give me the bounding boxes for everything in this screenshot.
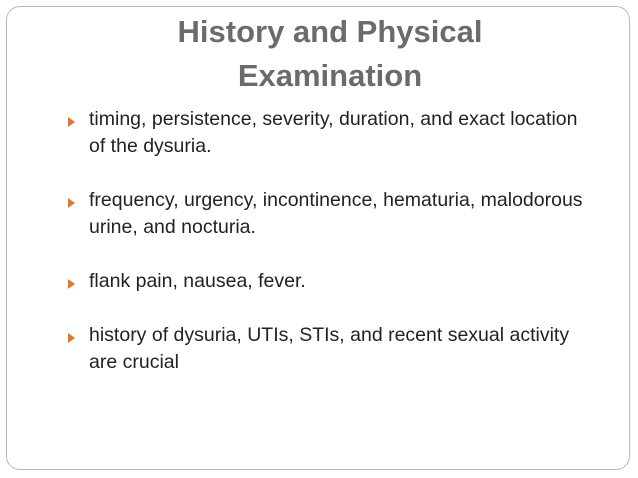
title-line-1: History and Physical [177, 14, 483, 49]
bullet-marker-icon [68, 333, 75, 343]
bullet-marker-icon [68, 117, 75, 127]
bullet-item [68, 106, 598, 160]
bullet-marker-icon [68, 198, 75, 208]
bullet-text: flank pain, nausea, fever. [89, 270, 306, 292]
bullet-item [68, 322, 598, 376]
bullet-marker-icon [68, 279, 75, 289]
slide-title [100, 10, 560, 98]
bullet-item [68, 187, 598, 241]
bullet-text: history of dysuria, UTIs, STIs, and recent sexual activity are crucial [89, 324, 570, 373]
bullet-item [68, 268, 598, 295]
bullet-list [68, 106, 598, 403]
title-line-2: Examination [237, 58, 423, 93]
bullet-text: timing, persistence, severity, duration, and exact location of the dysuria. [89, 108, 578, 157]
bullet-text: frequency, urgency, incontinence, hematuria, malodorous urine, and nocturia. [89, 189, 583, 238]
